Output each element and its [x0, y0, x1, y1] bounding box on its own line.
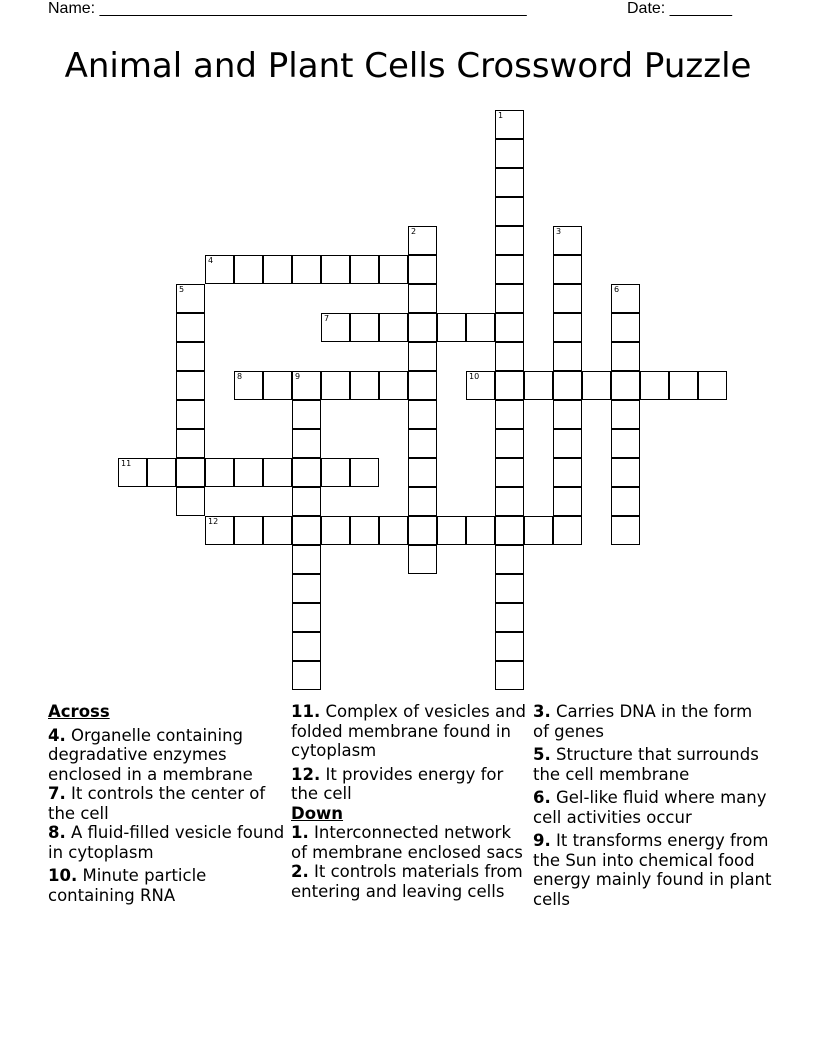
clue-number: 4 — [208, 256, 214, 265]
grid-cell[interactable] — [292, 603, 321, 632]
grid-cell[interactable] — [176, 284, 205, 313]
grid-cell[interactable] — [234, 516, 263, 545]
grid-cell[interactable] — [495, 284, 524, 313]
grid-cell[interactable] — [553, 487, 582, 516]
clue-number: 12 — [208, 517, 219, 526]
grid-cell[interactable] — [524, 516, 553, 545]
grid-cell[interactable] — [408, 516, 437, 545]
grid-cell[interactable] — [408, 371, 437, 400]
clue-number: 5 — [179, 285, 185, 294]
grid-cell[interactable] — [176, 458, 205, 487]
grid-cell[interactable] — [466, 371, 495, 400]
grid-cell[interactable] — [524, 371, 553, 400]
grid-cell[interactable] — [379, 516, 408, 545]
grid-cell[interactable] — [176, 371, 205, 400]
grid-cell[interactable] — [611, 429, 640, 458]
grid-cell[interactable] — [408, 429, 437, 458]
clue-number: 6 — [614, 285, 620, 294]
date-label: Date: — [627, 0, 670, 17]
grid-cell[interactable] — [495, 632, 524, 661]
grid-cell[interactable] — [698, 371, 727, 400]
grid-cell[interactable] — [553, 400, 582, 429]
grid-cell[interactable] — [118, 458, 147, 487]
clue-down-9: 9. It transforms energy from the Sun into chemical food energy mainly found in plant cells — [533, 831, 772, 909]
grid-cell[interactable] — [408, 226, 437, 255]
grid-cell[interactable] — [495, 168, 524, 197]
grid-cell[interactable] — [321, 458, 350, 487]
grid-cell[interactable] — [408, 342, 437, 371]
grid-cell[interactable] — [176, 342, 205, 371]
clue-number: 2 — [411, 227, 417, 236]
grid-cell[interactable] — [495, 400, 524, 429]
clue-number: 9 — [295, 372, 301, 381]
clue-across-10: 10. Minute particle containing RNA — [48, 866, 207, 905]
grid-cell[interactable] — [321, 255, 350, 284]
grid-cell[interactable] — [495, 458, 524, 487]
grid-cell[interactable] — [408, 255, 437, 284]
grid-cell[interactable] — [205, 458, 234, 487]
grid-cell[interactable] — [379, 371, 408, 400]
grid-cell[interactable] — [611, 400, 640, 429]
grid-cell[interactable] — [495, 371, 524, 400]
across-heading: Across — [48, 702, 110, 721]
grid-cell[interactable] — [466, 516, 495, 545]
grid-cell[interactable] — [611, 284, 640, 313]
grid-cell[interactable] — [234, 371, 263, 400]
grid-cell[interactable] — [263, 255, 292, 284]
clue-number: 1 — [498, 111, 504, 120]
clue-number: 7 — [324, 314, 330, 323]
grid-cell[interactable] — [379, 255, 408, 284]
grid-cell[interactable] — [379, 313, 408, 342]
grid-cell[interactable] — [495, 545, 524, 574]
grid-cell[interactable] — [553, 313, 582, 342]
grid-cell[interactable] — [553, 429, 582, 458]
grid-cell[interactable] — [321, 516, 350, 545]
grid-cell[interactable] — [495, 429, 524, 458]
grid-cell[interactable] — [292, 487, 321, 516]
grid-cell[interactable] — [292, 458, 321, 487]
clue-across-4: 4. Organelle containing degradative enzymes enclosed in a membrane — [48, 725, 253, 784]
grid-cell[interactable] — [495, 110, 524, 139]
grid-cell[interactable] — [553, 342, 582, 371]
clue-column-2 — [291, 702, 531, 905]
grid-cell[interactable] — [263, 371, 292, 400]
grid-cell[interactable] — [176, 400, 205, 429]
grid-cell[interactable] — [437, 313, 466, 342]
grid-cell[interactable] — [495, 197, 524, 226]
grid-cell[interactable] — [292, 545, 321, 574]
date-blank[interactable]: _______ — [669, 0, 732, 17]
grid-cell[interactable] — [466, 313, 495, 342]
clue-column-3 — [533, 702, 773, 913]
grid-cell[interactable] — [263, 458, 292, 487]
grid-cell[interactable] — [611, 458, 640, 487]
grid-cell[interactable] — [292, 371, 321, 400]
grid-cell[interactable] — [495, 255, 524, 284]
grid-cell[interactable] — [495, 516, 524, 545]
grid-cell[interactable] — [350, 371, 379, 400]
grid-cell[interactable] — [321, 313, 350, 342]
grid-cell[interactable] — [205, 255, 234, 284]
clue-column-1 — [48, 702, 288, 909]
grid-cell[interactable] — [495, 487, 524, 516]
grid-cell[interactable] — [408, 284, 437, 313]
name-label: Name: — [48, 0, 100, 17]
grid-cell[interactable] — [611, 371, 640, 400]
grid-cell[interactable] — [408, 458, 437, 487]
grid-cell[interactable] — [205, 516, 234, 545]
clue-number: 3 — [556, 227, 562, 236]
grid-cell[interactable] — [553, 255, 582, 284]
grid-cell[interactable] — [495, 342, 524, 371]
grid-cell[interactable] — [263, 516, 292, 545]
grid-cell[interactable] — [350, 313, 379, 342]
grid-cell[interactable] — [495, 226, 524, 255]
grid-cell[interactable] — [582, 371, 611, 400]
grid-cell[interactable] — [495, 139, 524, 168]
clue-down-3: 3. Carries DNA in the form of genes — [533, 702, 753, 741]
grid-cell[interactable] — [234, 458, 263, 487]
grid-cell[interactable] — [437, 516, 466, 545]
clue-across-8: 8. A fluid-filled vesicle found in cytoplasm — [48, 823, 285, 862]
name-blank[interactable]: ________________________________________________ — [99, 0, 527, 17]
grid-cell[interactable] — [553, 458, 582, 487]
grid-cell[interactable] — [611, 487, 640, 516]
grid-cell[interactable] — [553, 516, 582, 545]
grid-cell[interactable] — [292, 255, 321, 284]
grid-cell[interactable] — [350, 255, 379, 284]
grid-cell[interactable] — [611, 516, 640, 545]
clue-down-5: 5. Structure that surrounds the cell membrane — [533, 745, 759, 784]
grid-cell[interactable] — [553, 284, 582, 313]
grid-cell[interactable] — [292, 632, 321, 661]
clue-across-7: 7. It controls the center of the cell — [48, 784, 266, 823]
grid-cell[interactable] — [350, 516, 379, 545]
grid-cell[interactable] — [234, 255, 263, 284]
grid-cell[interactable] — [495, 603, 524, 632]
grid-cell[interactable] — [669, 371, 698, 400]
grid-cell[interactable] — [176, 313, 205, 342]
grid-cell[interactable] — [495, 313, 524, 342]
clue-across-12: 12. It provides energy for the cell — [291, 764, 504, 803]
clue-across-11: 11. Complex of vesicles and folded membrane found in cytoplasm — [291, 702, 527, 760]
clue-number: 10 — [469, 372, 480, 381]
grid-cell[interactable] — [292, 516, 321, 545]
grid-cell[interactable] — [611, 342, 640, 371]
grid-cell[interactable] — [292, 429, 321, 458]
grid-cell[interactable] — [408, 545, 437, 574]
grid-cell[interactable] — [176, 487, 205, 516]
clue-number: 8 — [237, 372, 243, 381]
clue-down-2: 2. It controls materials from entering and leaving cells — [291, 862, 523, 901]
grid-cell[interactable] — [292, 661, 321, 690]
grid-cell[interactable] — [495, 574, 524, 603]
grid-cell[interactable] — [292, 400, 321, 429]
grid-cell[interactable] — [553, 226, 582, 255]
grid-cell[interactable] — [553, 371, 582, 400]
grid-cell[interactable] — [147, 458, 176, 487]
grid-cell[interactable] — [495, 661, 524, 690]
grid-cell[interactable] — [408, 400, 437, 429]
grid-cell[interactable] — [176, 429, 205, 458]
clue-number: 11 — [121, 459, 132, 468]
page-title: Animal and Plant Cells Crossword Puzzle — [64, 46, 752, 86]
grid-cell[interactable] — [350, 458, 379, 487]
grid-cell[interactable] — [408, 313, 437, 342]
clue-down-6: 6. Gel-like fluid where many cell activities occur — [533, 788, 767, 827]
grid-cell[interactable] — [611, 313, 640, 342]
grid-cell[interactable] — [408, 487, 437, 516]
clue-down-1: 1. Interconnected network of membrane enclosed sacs — [291, 823, 523, 862]
grid-cell[interactable] — [321, 371, 350, 400]
grid-cell[interactable] — [292, 574, 321, 603]
down-heading: Down — [291, 803, 344, 823]
grid-cell[interactable] — [640, 371, 669, 400]
